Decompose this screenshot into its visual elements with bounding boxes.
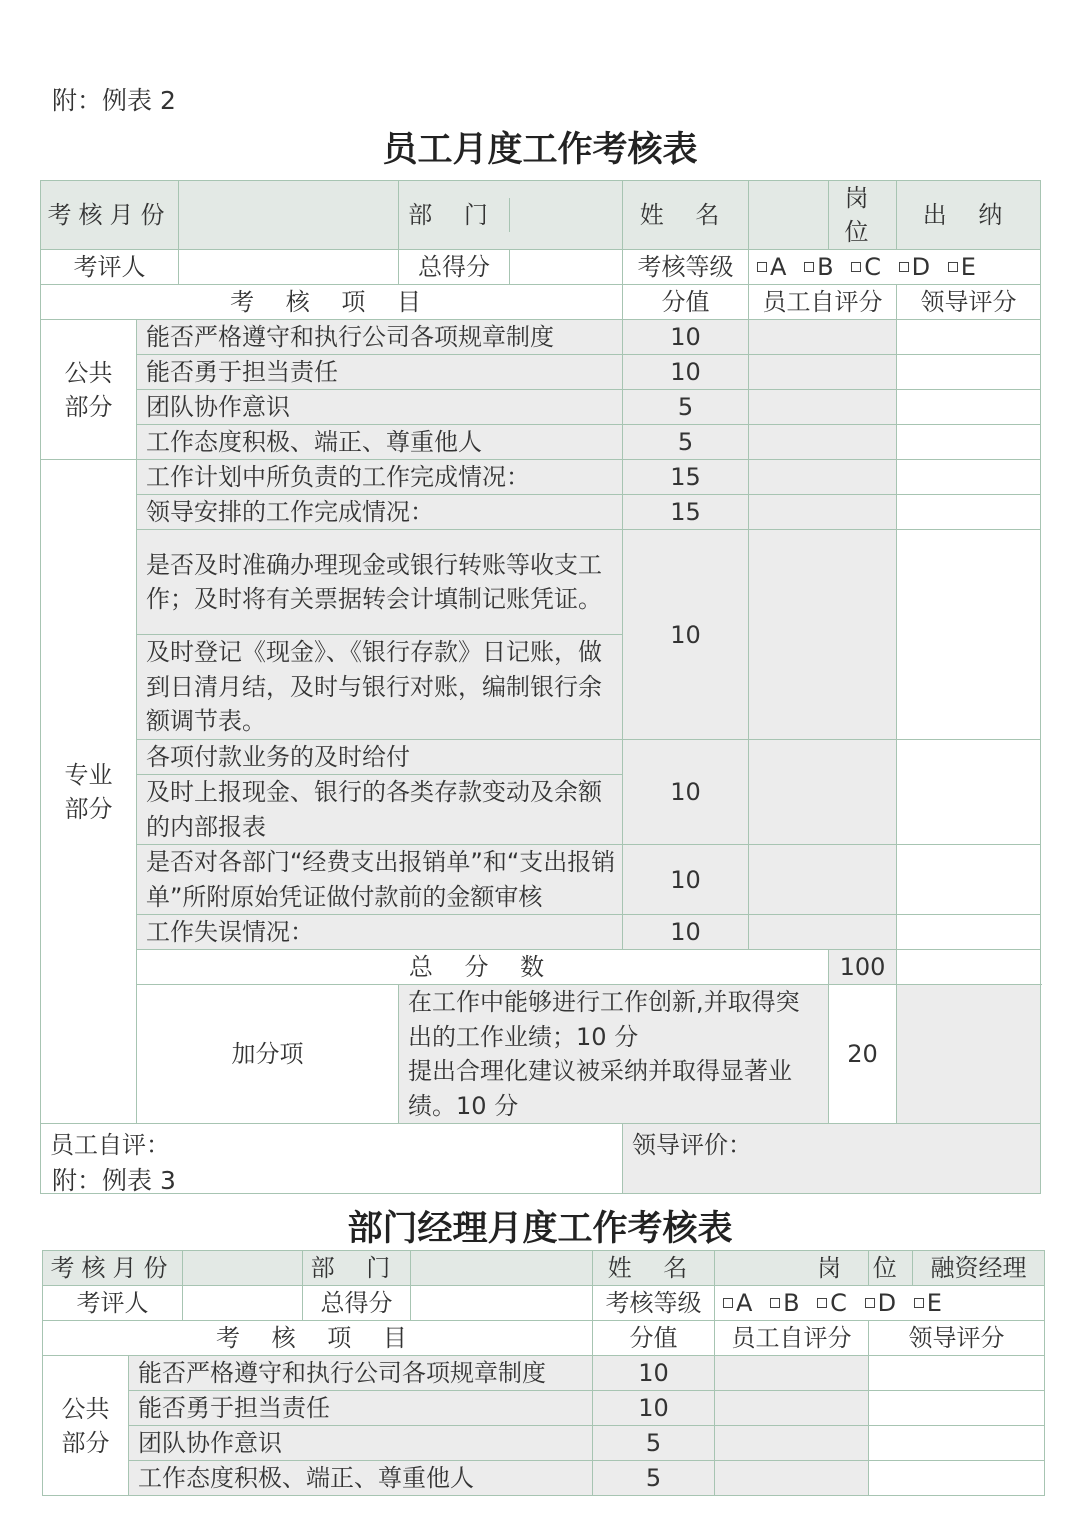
total-label: 总 分 数 — [137, 950, 829, 985]
professional-item: 及时登记《现金》、《银行存款》日记账，做到日清月结，及时与银行对账，编制银行余额调节表。 — [137, 635, 623, 740]
position-label: 岗 位 — [829, 181, 897, 250]
public-item: 能否严格遵守和执行公司各项规章制度 — [129, 1356, 593, 1391]
professional-section-label: 专业部分 — [41, 460, 137, 1124]
checkbox-icon — [865, 1298, 875, 1308]
professional-item: 是否及时准确办理现金或银行转账等收支工作；及时将有关票据转会计填制记账凭证。 — [137, 530, 623, 635]
public-item-score: 5 — [593, 1426, 715, 1461]
grade-option-b[interactable]: B — [804, 253, 833, 281]
total-score-value[interactable] — [510, 250, 622, 284]
bonus-description: 在工作中能够进行工作创新,并取得突出的工作业绩；10 分 提出合理化建议被采纳并取得显著业绩。10 分 — [399, 985, 829, 1124]
public-item: 工作态度积极、端正、尊重他人 — [137, 425, 623, 460]
public-item-score: 10 — [593, 1356, 715, 1391]
col-self-header: 员工自评分 — [749, 285, 897, 320]
leader-score-cell[interactable] — [897, 460, 1041, 495]
grade-option-e[interactable]: E — [948, 253, 976, 281]
checkbox-icon — [723, 1298, 733, 1308]
professional-item-score: 10 — [623, 530, 749, 740]
self-evaluation-label: 员工自评： — [50, 1131, 170, 1159]
self-score-cell[interactable] — [749, 740, 897, 845]
professional-item-score: 10 — [623, 915, 749, 950]
self-score-cell[interactable] — [749, 530, 897, 740]
example3-note: 附：例表 3 — [52, 1166, 176, 1195]
public-item-score: 10 — [593, 1391, 715, 1426]
dept-value[interactable] — [411, 1251, 593, 1286]
grade-options — [749, 250, 1041, 285]
checkbox-icon — [770, 1298, 780, 1308]
grade-option-e[interactable]: E — [914, 1289, 942, 1317]
total-value: 100 — [829, 950, 897, 985]
self-score-cell[interactable] — [715, 1426, 869, 1461]
example2-title: 员工月度工作考核表 — [382, 130, 698, 170]
leader-score-cell[interactable] — [897, 355, 1041, 390]
leader-evaluation-field[interactable] — [623, 1124, 1041, 1194]
professional-item-score: 10 — [623, 845, 749, 915]
reviewer-value[interactable] — [183, 1286, 303, 1321]
reviewer-value[interactable] — [179, 250, 399, 285]
public-item-score: 10 — [623, 320, 749, 355]
leader-score-cell[interactable] — [897, 530, 1041, 740]
leader-score-cell[interactable] — [897, 915, 1041, 950]
col-score-header: 分值 — [593, 1321, 715, 1356]
checkbox-icon — [914, 1298, 924, 1308]
self-score-cell[interactable] — [749, 355, 897, 390]
total-score-label: 总得分 — [303, 1286, 411, 1321]
leader-evaluation-label: 领导评价： — [632, 1131, 753, 1159]
grade-options — [715, 1286, 1045, 1321]
col-item-header: 考 核 项 目 — [41, 285, 623, 320]
grade-label: 考核等级 — [623, 250, 749, 285]
professional-item: 是否对各部门“经费支出报销单”和“支出报销单”所附原始凭证做付款前的金额审核 — [137, 845, 623, 915]
professional-item-score: 10 — [623, 740, 749, 845]
bonus-self-score-cell[interactable] — [897, 985, 1041, 1124]
reviewer-label: 考评人 — [41, 250, 179, 285]
professional-item: 及时上报现金、银行的各类存款变动及余额的内部报表 — [137, 775, 623, 845]
public-item-score: 5 — [593, 1461, 715, 1496]
leader-score-cell[interactable] — [897, 425, 1041, 460]
leader-score-cell[interactable] — [897, 320, 1041, 355]
professional-item-score: 15 — [623, 495, 749, 530]
grade-option-d[interactable]: D — [899, 253, 930, 281]
month-value[interactable] — [183, 1251, 303, 1286]
col-item-header: 考 核 项 目 — [43, 1321, 593, 1356]
self-score-cell[interactable] — [715, 1461, 869, 1496]
total-self-score-cell[interactable] — [897, 950, 1041, 985]
leader-score-cell[interactable] — [897, 495, 1041, 530]
bonus-score: 20 — [829, 985, 897, 1124]
reviewer-label: 考评人 — [43, 1286, 183, 1321]
public-item: 团队协作意识 — [129, 1426, 593, 1461]
professional-item: 领导安排的工作完成情况： — [137, 495, 623, 530]
professional-item: 工作失误情况： — [137, 915, 623, 950]
col-leader-header: 领导评分 — [897, 285, 1041, 320]
public-item: 能否勇于担当责任 — [129, 1391, 593, 1426]
public-item: 能否勇于担当责任 — [137, 355, 623, 390]
professional-item: 工作计划中所负责的工作完成情况： — [137, 460, 623, 495]
example3-title: 部门经理月度工作考核表 — [347, 1209, 733, 1249]
leader-score-cell[interactable] — [869, 1461, 1045, 1496]
col-leader-header: 领导评分 — [869, 1321, 1045, 1356]
grade-label: 考核等级 — [593, 1286, 715, 1321]
name-value[interactable] — [749, 181, 829, 250]
dept-label: 部 门 — [303, 1251, 411, 1286]
name-label: 姓 名 — [623, 181, 749, 250]
public-item: 团队协作意识 — [137, 390, 623, 425]
self-score-cell[interactable] — [749, 320, 897, 355]
professional-item-score: 15 — [623, 460, 749, 495]
self-score-cell[interactable] — [749, 425, 897, 460]
public-item-score: 5 — [623, 425, 749, 460]
grade-option-a[interactable]: A — [757, 253, 786, 281]
leader-score-cell[interactable] — [897, 845, 1041, 915]
grade-option-c[interactable]: C — [851, 253, 881, 281]
total-score-label: 总得分 — [399, 250, 510, 284]
month-label: 考核月份 — [41, 181, 179, 250]
public-item: 工作态度积极、端正、尊重他人 — [129, 1461, 593, 1496]
public-item-score: 5 — [623, 390, 749, 425]
leader-score-cell[interactable] — [897, 740, 1041, 845]
dept-label: 部 门 — [399, 198, 510, 232]
position-value: 出 纳 — [897, 181, 1041, 250]
self-score-cell[interactable] — [749, 390, 897, 425]
self-score-cell[interactable] — [749, 845, 897, 915]
self-score-cell[interactable] — [715, 1356, 869, 1391]
public-section-label: 公共部分 — [41, 320, 137, 460]
month-value[interactable] — [179, 181, 399, 250]
self-score-cell[interactable] — [749, 495, 897, 530]
name-label: 姓 名 — [593, 1251, 715, 1286]
grade-option-a[interactable]: A — [723, 1289, 752, 1317]
checkbox-icon — [757, 262, 767, 272]
grade-option-d[interactable]: D — [865, 1289, 896, 1317]
col-self-header: 员工自评分 — [715, 1321, 869, 1356]
total-score-value[interactable] — [411, 1286, 593, 1321]
public-section-label: 公共部分 — [43, 1356, 129, 1496]
leader-score-cell[interactable] — [869, 1391, 1045, 1426]
public-item: 能否严格遵守和执行公司各项规章制度 — [137, 320, 623, 355]
checkbox-icon — [817, 1298, 827, 1308]
public-item-score: 10 — [623, 355, 749, 390]
month-label: 考核月份 — [43, 1251, 183, 1286]
professional-item: 各项付款业务的及时给付 — [137, 740, 623, 775]
checkbox-icon — [899, 262, 909, 272]
checkbox-icon — [948, 262, 958, 272]
example2-table — [40, 180, 1041, 1194]
grade-option-c[interactable]: C — [817, 1289, 847, 1317]
leader-score-cell[interactable] — [869, 1426, 1045, 1461]
grade-option-b[interactable]: B — [770, 1289, 799, 1317]
self-score-cell[interactable] — [749, 460, 897, 495]
leader-score-cell[interactable] — [869, 1356, 1045, 1391]
example3-position-label: 岗 位 — [817, 1254, 909, 1282]
checkbox-icon — [804, 262, 814, 272]
example2-note: 附：例表 2 — [52, 86, 176, 115]
self-score-cell[interactable] — [715, 1391, 869, 1426]
self-score-cell[interactable] — [749, 915, 897, 950]
leader-score-cell[interactable] — [897, 390, 1041, 425]
bonus-label: 加分项 — [137, 985, 399, 1124]
example3-table — [42, 1250, 1045, 1496]
checkbox-icon — [851, 262, 861, 272]
col-score-header: 分值 — [623, 285, 749, 320]
dept-value[interactable] — [510, 198, 622, 232]
position-value: 融资经理 — [913, 1251, 1045, 1286]
